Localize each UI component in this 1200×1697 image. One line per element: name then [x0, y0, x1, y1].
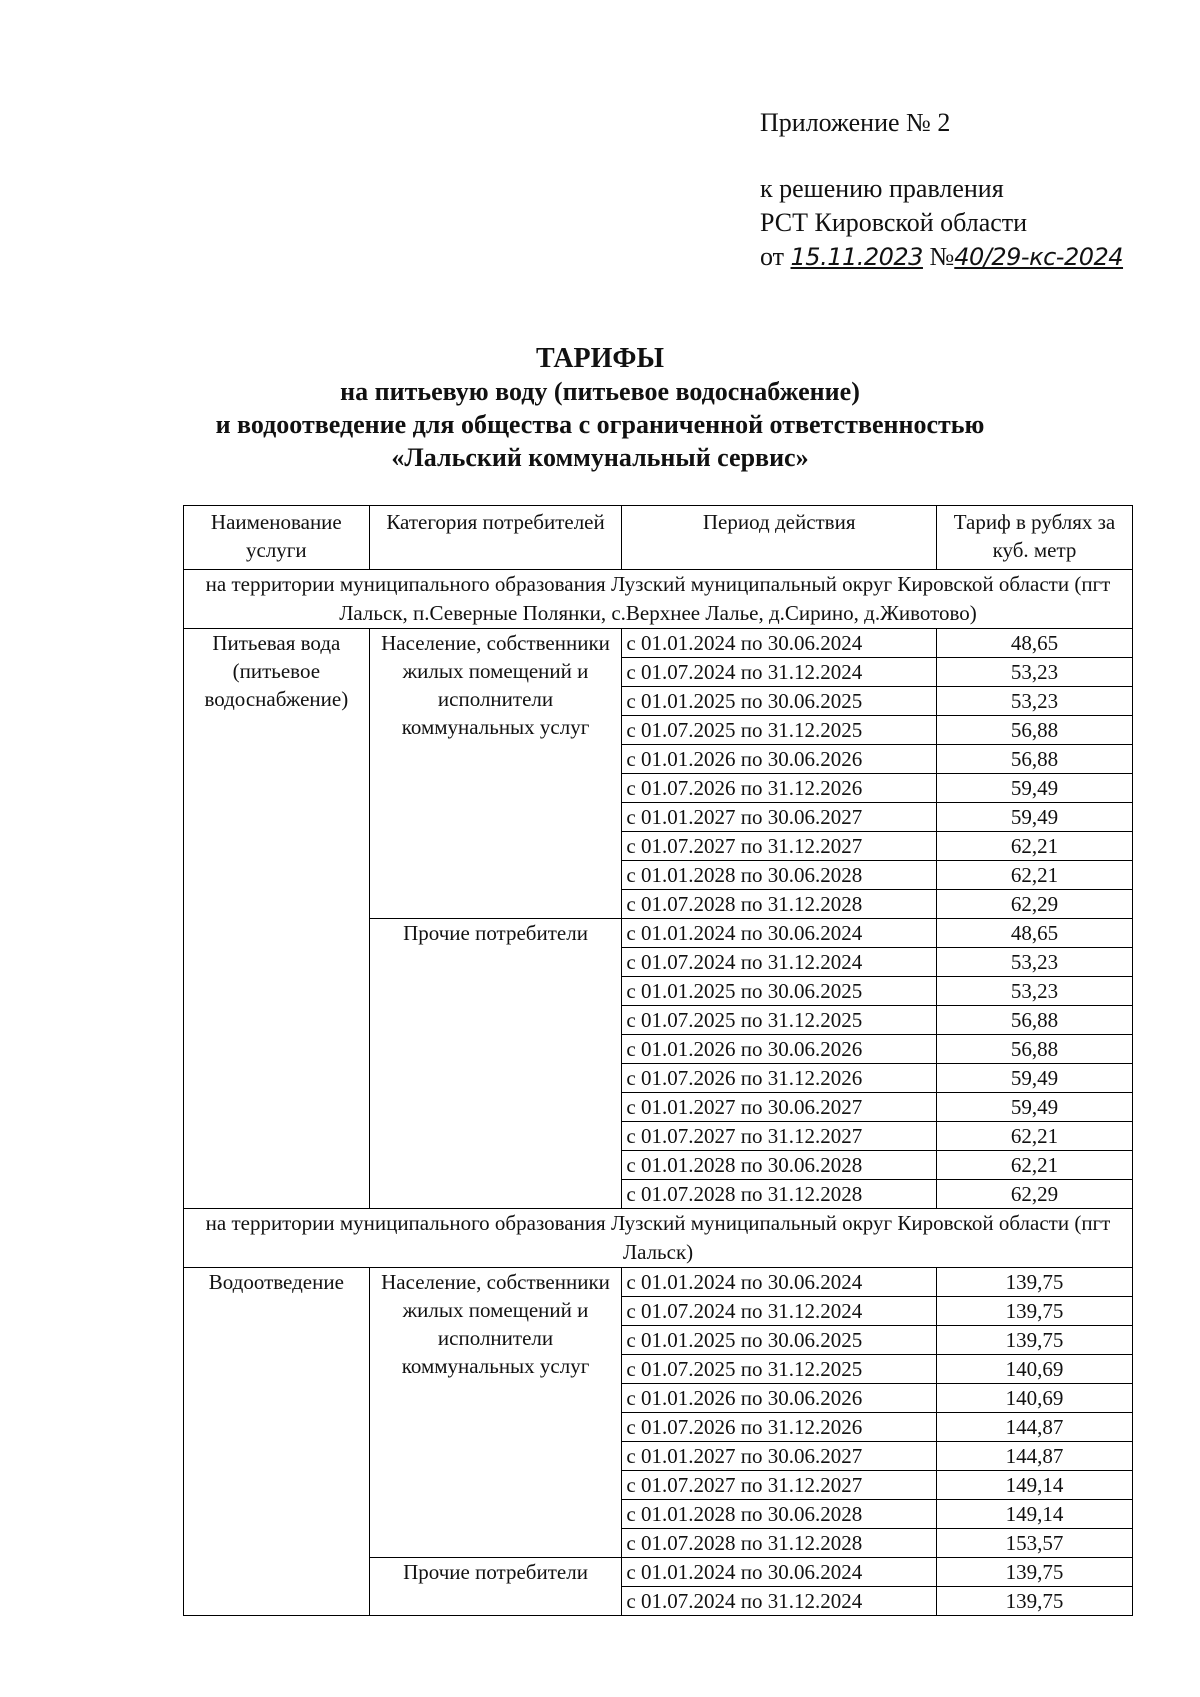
table-header-row: [184, 506, 1133, 570]
tariff-value-cell: 53,23: [937, 687, 1133, 716]
table-body: [184, 570, 1133, 1616]
number-prefix: №: [929, 242, 955, 271]
appendix-title: Приложение № 2: [760, 108, 951, 137]
territory-row: [184, 1209, 1133, 1268]
period-cell: с 01.01.2024 по 30.06.2024: [622, 1558, 937, 1587]
period-cell: с 01.01.2025 по 30.06.2025: [622, 687, 937, 716]
tariff-value-cell: 62,21: [937, 832, 1133, 861]
tariff-value-cell: 53,23: [937, 948, 1133, 977]
period-cell: с 01.07.2026 по 31.12.2026: [622, 1413, 937, 1442]
tariff-value-cell: 140,69: [937, 1355, 1133, 1384]
period-cell: с 01.01.2028 по 30.06.2028: [622, 861, 937, 890]
tariff-value-cell: 53,23: [937, 977, 1133, 1006]
period-cell: с 01.07.2025 по 31.12.2025: [622, 1006, 937, 1035]
territory-row: [184, 570, 1133, 629]
tariff-value-cell: 139,75: [937, 1558, 1133, 1587]
tariff-value-cell: 56,88: [937, 1006, 1133, 1035]
period-cell: с 01.07.2024 по 31.12.2024: [622, 658, 937, 687]
table-row: [184, 629, 1133, 658]
tariff-value-cell: 62,29: [937, 890, 1133, 919]
tariff-value-cell: 56,88: [937, 745, 1133, 774]
tariff-value-cell: 53,23: [937, 658, 1133, 687]
header-service: Наименование услуги: [184, 506, 370, 570]
period-cell: с 01.07.2028 по 31.12.2028: [622, 890, 937, 919]
consumer-category: Население, собственники жилых помещений и исполнители коммунальных услуг: [369, 1268, 622, 1558]
date-prefix: от: [760, 242, 785, 271]
period-cell: с 01.07.2027 по 31.12.2027: [622, 1122, 937, 1151]
header-tariff: Тариф в рублях за куб. метр: [937, 506, 1133, 570]
period-cell: с 01.01.2024 по 30.06.2024: [622, 1268, 937, 1297]
decision-date: 15.11.2023: [790, 243, 923, 271]
tariff-value-cell: 59,49: [937, 1093, 1133, 1122]
table-row: [184, 1268, 1133, 1297]
period-cell: с 01.07.2028 по 31.12.2028: [622, 1529, 937, 1558]
period-cell: с 01.01.2027 по 30.06.2027: [622, 1093, 937, 1122]
territory-label: на территории муниципального образования Лузский муниципальный округ Кировской области (пгт Лальск): [184, 1209, 1133, 1268]
tariff-value-cell: 139,75: [937, 1587, 1133, 1616]
tariff-value-cell: 59,49: [937, 774, 1133, 803]
tariff-value-cell: 149,14: [937, 1471, 1133, 1500]
appendix-block: [760, 106, 1123, 274]
heading-line-3: «Лальский коммунальный сервис»: [391, 443, 809, 472]
period-cell: с 01.01.2026 по 30.06.2026: [622, 1384, 937, 1413]
period-cell: с 01.01.2025 по 30.06.2025: [622, 1326, 937, 1355]
period-cell: с 01.07.2027 по 31.12.2027: [622, 1471, 937, 1500]
tariff-value-cell: 149,14: [937, 1500, 1133, 1529]
header-period: Период действия: [622, 506, 937, 570]
document-heading: [0, 342, 1200, 474]
period-cell: с 01.01.2024 по 30.06.2024: [622, 919, 937, 948]
tariff-value-cell: 62,21: [937, 1151, 1133, 1180]
period-cell: с 01.01.2026 по 30.06.2026: [622, 1035, 937, 1064]
decision-number: 40/29-кс-2024: [954, 243, 1124, 271]
tariff-value-cell: 62,29: [937, 1180, 1133, 1209]
period-cell: с 01.07.2024 по 31.12.2024: [622, 1587, 937, 1616]
heading-line-1: на питьевую воду (питьевое водоснабжение): [340, 377, 860, 406]
period-cell: с 01.01.2025 по 30.06.2025: [622, 977, 937, 1006]
period-cell: с 01.07.2024 по 31.12.2024: [622, 948, 937, 977]
tariff-value-cell: 62,21: [937, 861, 1133, 890]
tariff-value-cell: 48,65: [937, 919, 1133, 948]
tariff-value-cell: 62,21: [937, 1122, 1133, 1151]
consumer-category: Население, собственники жилых помещений и исполнители коммунальных услуг: [369, 629, 622, 919]
tariff-value-cell: 153,57: [937, 1529, 1133, 1558]
period-cell: с 01.01.2028 по 30.06.2028: [622, 1151, 937, 1180]
header-category: Категория потребителей: [369, 506, 622, 570]
period-cell: с 01.07.2025 по 31.12.2025: [622, 716, 937, 745]
tariff-value-cell: 56,88: [937, 1035, 1133, 1064]
period-cell: с 01.07.2026 по 31.12.2026: [622, 1064, 937, 1093]
period-cell: с 01.07.2028 по 31.12.2028: [622, 1180, 937, 1209]
period-cell: с 01.07.2026 по 31.12.2026: [622, 774, 937, 803]
consumer-category: Прочие потребители: [369, 1558, 622, 1616]
period-cell: с 01.07.2024 по 31.12.2024: [622, 1297, 937, 1326]
tariff-value-cell: 48,65: [937, 629, 1133, 658]
tariff-value-cell: 139,75: [937, 1326, 1133, 1355]
tariff-value-cell: 56,88: [937, 716, 1133, 745]
consumer-category: Прочие потребители: [369, 919, 622, 1209]
period-cell: с 01.01.2024 по 30.06.2024: [622, 629, 937, 658]
tariff-value-cell: 59,49: [937, 803, 1133, 832]
tariff-table: [183, 505, 1133, 1616]
heading-line-2: и водоотведение для общества с ограниченной ответственностью: [215, 410, 985, 439]
period-cell: с 01.01.2028 по 30.06.2028: [622, 1500, 937, 1529]
tariff-value-cell: 139,75: [937, 1297, 1133, 1326]
tariff-value-cell: 59,49: [937, 1064, 1133, 1093]
period-cell: с 01.07.2027 по 31.12.2027: [622, 832, 937, 861]
appendix-date-line: [760, 240, 1123, 274]
heading-title: ТАРИФЫ: [536, 343, 664, 374]
tariff-value-cell: 140,69: [937, 1384, 1133, 1413]
tariff-value-cell: 139,75: [937, 1268, 1133, 1297]
appendix-authority-line: РСТ Кировской области: [760, 208, 1028, 237]
period-cell: с 01.01.2026 по 30.06.2026: [622, 745, 937, 774]
period-cell: с 01.01.2027 по 30.06.2027: [622, 1442, 937, 1471]
appendix-decision-line: к решению правления: [760, 174, 1004, 203]
period-cell: с 01.07.2025 по 31.12.2025: [622, 1355, 937, 1384]
territory-label: на территории муниципального образования Лузский муниципальный округ Кировской области (пгт Лальск, п.Северные Полянки, с.Верхнее Лалье, д.Сирино, д.Животово): [184, 570, 1133, 629]
tariff-value-cell: 144,87: [937, 1413, 1133, 1442]
tariff-value-cell: 144,87: [937, 1442, 1133, 1471]
period-cell: с 01.01.2027 по 30.06.2027: [622, 803, 937, 832]
service-name: Питьевая вода (питьевое водоснабжение): [184, 629, 370, 1209]
service-name: Водоотведение: [184, 1268, 370, 1616]
